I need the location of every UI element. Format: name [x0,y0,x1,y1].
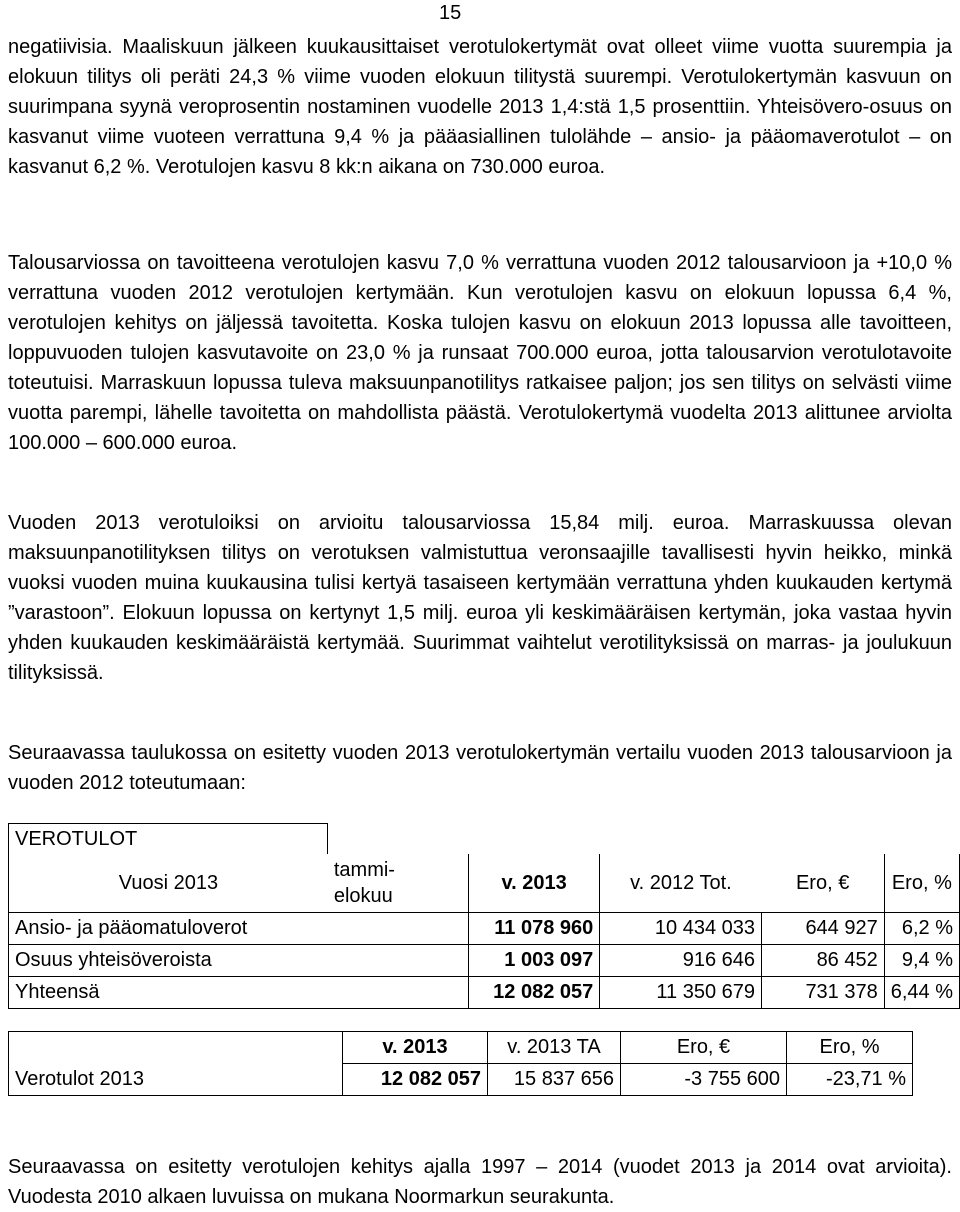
row-diff-pct: -23,71 % [787,1064,913,1096]
row-v2012: 916 646 [600,945,762,977]
row-label: Verotulot 2013 [9,1064,343,1096]
table-header-v2012: v. 2012 Tot. [600,854,762,913]
table2-header-diff-pct: Ero, % [787,1032,913,1064]
table-header-v2013: v. 2013 [468,854,599,913]
table2-header-ta: v. 2013 TA [488,1032,621,1064]
row-diff-eur: 86 452 [762,945,885,977]
table2-header-v2013: v. 2013 [343,1032,488,1064]
row-label: Yhteensä [9,977,469,1009]
row-diff-eur: 731 378 [762,977,885,1009]
row-label: Osuus yhteisöveroista [9,945,469,977]
row-ta: 15 837 656 [488,1064,621,1096]
paragraph-tax-estimate: Vuoden 2013 verotuloiksi on arvioitu talousarviossa 15,84 milj. euroa. Marraskuussa olevan maksuunpanotilityksen tilitys on verotuksen valmistuttua veronsaajille tavallisesti hyvin heikko, minkä vuoksi vuoden muina kuukausina tulisi kertyä tasaiseen kertymään verrattuna yhden kuukauden kertymä ”varastoon”. Elokuun lopussa on kertynyt 1,5 milj. euroa yli keskimääräisen kertymän, joka vastaa hyvin yhden kuukauden keskimääräistä kertymää. Suurimmat vaihtelut verotilityksissä on marras- ja joulukuun tilityksissä. [8,512,952,684]
table-row [9,977,960,1009]
paragraph-table-intro: Seuraavassa taulukossa on esitetty vuoden 2013 verotulokertymän vertailu vuoden 2013 talousarvioon ja vuoden 2012 toteutumaan: [8,742,952,794]
row-diff-pct: 6,44 % [884,977,959,1009]
row-diff-eur: 644 927 [762,913,885,945]
table-row [9,913,960,945]
table2-header-empty [9,1032,343,1064]
row-diff-pct: 6,2 % [884,913,959,945]
page-number: 15 [439,2,462,24]
table-header-year: Vuosi 2013 [9,854,328,913]
row-v2013: 12 082 057 [468,977,599,1009]
paragraph-budget-target: Talousarviossa on tavoitteena verotulojen kasvu 7,0 % verrattuna vuoden 2012 talousarvioon ja +10,0 % verrattuna vuoden 2012 verotulojen kertymään. Kun verotulojen kasvu on elokuun lopussa 6,4 %, verotulojen kehitys on jäljessä tavoitetta. Koska tulojen kasvu on elokuun 2013 lopussa alle tavoitteen, loppuvuoden tulojen kasvutavoite on 23,0 % ja runsaat 700.000 euroa, jotta talousarvion verotulotavoite toteutuisi. Marraskuun lopussa tuleva maksuunpanotilitys ratkaisee paljon; jos sen tilitys on selvästi viime vuotta parempi, lähelle tavoitetta on mahdollista päästä. Verotulokertymä vuodelta 2013 alittunee arviolta 100.000 – 600.000 euroa. [8,252,952,454]
row-diff-eur: -3 755 600 [621,1064,787,1096]
row-v2013: 11 078 960 [468,913,599,945]
table-header-period-text: tammi-elokuu [333,859,395,907]
row-v2012: 10 434 033 [600,913,762,945]
table-row [9,1064,913,1096]
row-v2012: 11 350 679 [600,977,762,1009]
budget-comparison-table [8,1031,913,1096]
row-v2013: 12 082 057 [343,1064,488,1096]
table-header-diff-eur: Ero, € [762,854,885,913]
paragraph-tax-accrual: negatiivisia. Maaliskuun jälkeen kuukausittaiset verotulokertymät ovat olleet viime vuotta suurempia ja elokuun tilitys oli peräti 24,3 % viime vuoden elokuun tilitystä suurempi. Verotulokertymän kasvuun on suurimpana syynä veroprosentin nostaminen vuodelle 2013 1,4:stä 1,5 prosenttiin. Yhteisövero-osuus on kasvanut viime vuoteen verrattuna 9,4 % ja pääasiallinen tulolähde – ansio- ja pääomaverotulot – on kasvanut 6,2 %. Verotulojen kasvu 8 kk:n aikana on 730.000 euroa. [8,36,952,178]
table-header-period [328,854,469,913]
paragraph-development-intro: Seuraavassa on esitetty verotulojen kehitys ajalla 1997 – 2014 (vuodet 2013 ja 2014 ovat arvioita). Vuodesta 2010 alkaen luvuissa on mukana Noormarkun seurakunta. [8,1156,952,1208]
row-v2013: 1 003 097 [468,945,599,977]
row-label: Ansio- ja pääomatuloverot [9,913,469,945]
table-row [9,945,960,977]
table-title: VEROTULOT [9,824,328,855]
table2-header-diff-eur: Ero, € [621,1032,787,1064]
table-header-diff-pct: Ero, % [884,854,959,913]
row-diff-pct: 9,4 % [884,945,959,977]
tax-revenue-table [8,823,960,1009]
